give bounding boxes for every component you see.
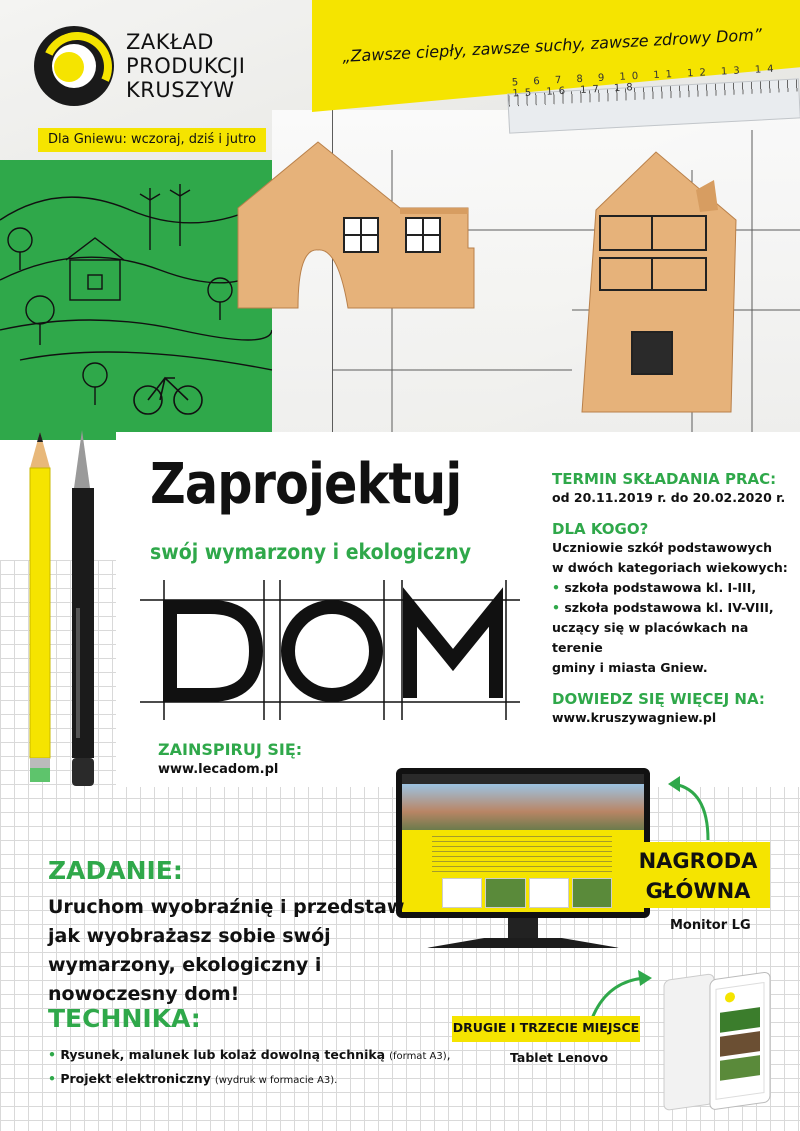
technique-item: • Projekt elektroniczny (wydruk w formacie A3).	[48, 1071, 338, 1086]
second-prize-item: Tablet Lenovo	[510, 1050, 609, 1065]
tablet-image	[654, 962, 774, 1122]
main-prize-title: NAGRODA GŁÓWNA	[638, 849, 758, 903]
audience-outro-1: uczący się w placówkach na terenie	[552, 620, 749, 655]
dom-word-graphic	[140, 580, 520, 720]
main-prize-item: Monitor LG	[670, 918, 751, 933]
dom-word-text: DOM	[140, 580, 143, 581]
audience-intro-1: Uczniowie szkół podstawowych	[552, 540, 773, 555]
slogan-text: „Zawsze ciepły, zawsze suchy, zawsze zdrowy Dom”	[341, 25, 763, 66]
more-info-label: DOWIEDZ SIĘ WIĘCEJ NA:	[552, 690, 765, 708]
logo-text	[126, 30, 246, 102]
audience-label: DLA KOGO?	[552, 520, 649, 538]
technique-label: TECHNIKA:	[48, 1004, 201, 1033]
wooden-house-left	[228, 138, 480, 318]
pen-icon	[64, 428, 104, 790]
audience-item: • szkoła podstawowa kl. IV-VIII,	[552, 600, 774, 615]
task-text: Uruchom wyobraźnię i przedstaw jak wyobrażasz sobie swój wymarzony, ekologiczny i nowoczesny dom!	[48, 896, 405, 1005]
inspire-link[interactable]: www.lecadom.pl	[158, 762, 279, 777]
logo-line-2: PRODUKCJI	[126, 54, 246, 78]
subheadline: swój wymarzony i ekologiczny	[150, 540, 472, 564]
arrow-icon	[664, 770, 724, 844]
wooden-house-right	[556, 150, 746, 415]
headline: Zaprojektuj	[150, 452, 462, 517]
company-logo	[34, 26, 264, 121]
bicycle-icon	[134, 378, 202, 414]
audience-outro-2: gminy i miasta Gniew.	[552, 660, 708, 675]
technique-list	[48, 1044, 451, 1092]
logo-arc	[32, 22, 122, 112]
technique-item: • Rysunek, malunek lub kolaż dowolną techniką (format A3),	[48, 1047, 451, 1062]
inspire-label: ZAINSPIRUJ SIĘ:	[158, 740, 303, 759]
deadline-value: od 20.11.2019 r. do 20.02.2020 r.	[552, 490, 786, 505]
task-label: ZADANIE:	[48, 856, 183, 885]
more-info-link[interactable]: www.kruszywagniew.pl	[552, 710, 717, 725]
ruler-numbers: 5 6 7 8 9 10 11 12 13 14 15 16 17 18	[511, 63, 780, 100]
logo-line-3: KRUSZYW	[126, 78, 235, 102]
logo-line-1: ZAKŁAD	[126, 30, 214, 54]
monitor-image	[396, 768, 650, 968]
audience-intro-2: w dwóch kategoriach wiekowych:	[552, 560, 788, 575]
audience-item: • szkoła podstawowa kl. I-III,	[552, 580, 757, 595]
tagline: Dla Gniewu: wczoraj, dziś i jutro	[38, 128, 266, 152]
info-column	[552, 470, 792, 728]
deadline-label: TERMIN SKŁADANIA PRAC:	[552, 470, 777, 488]
second-prize-title: DRUGIE I TRZECIE MIEJSCE	[452, 1020, 640, 1035]
